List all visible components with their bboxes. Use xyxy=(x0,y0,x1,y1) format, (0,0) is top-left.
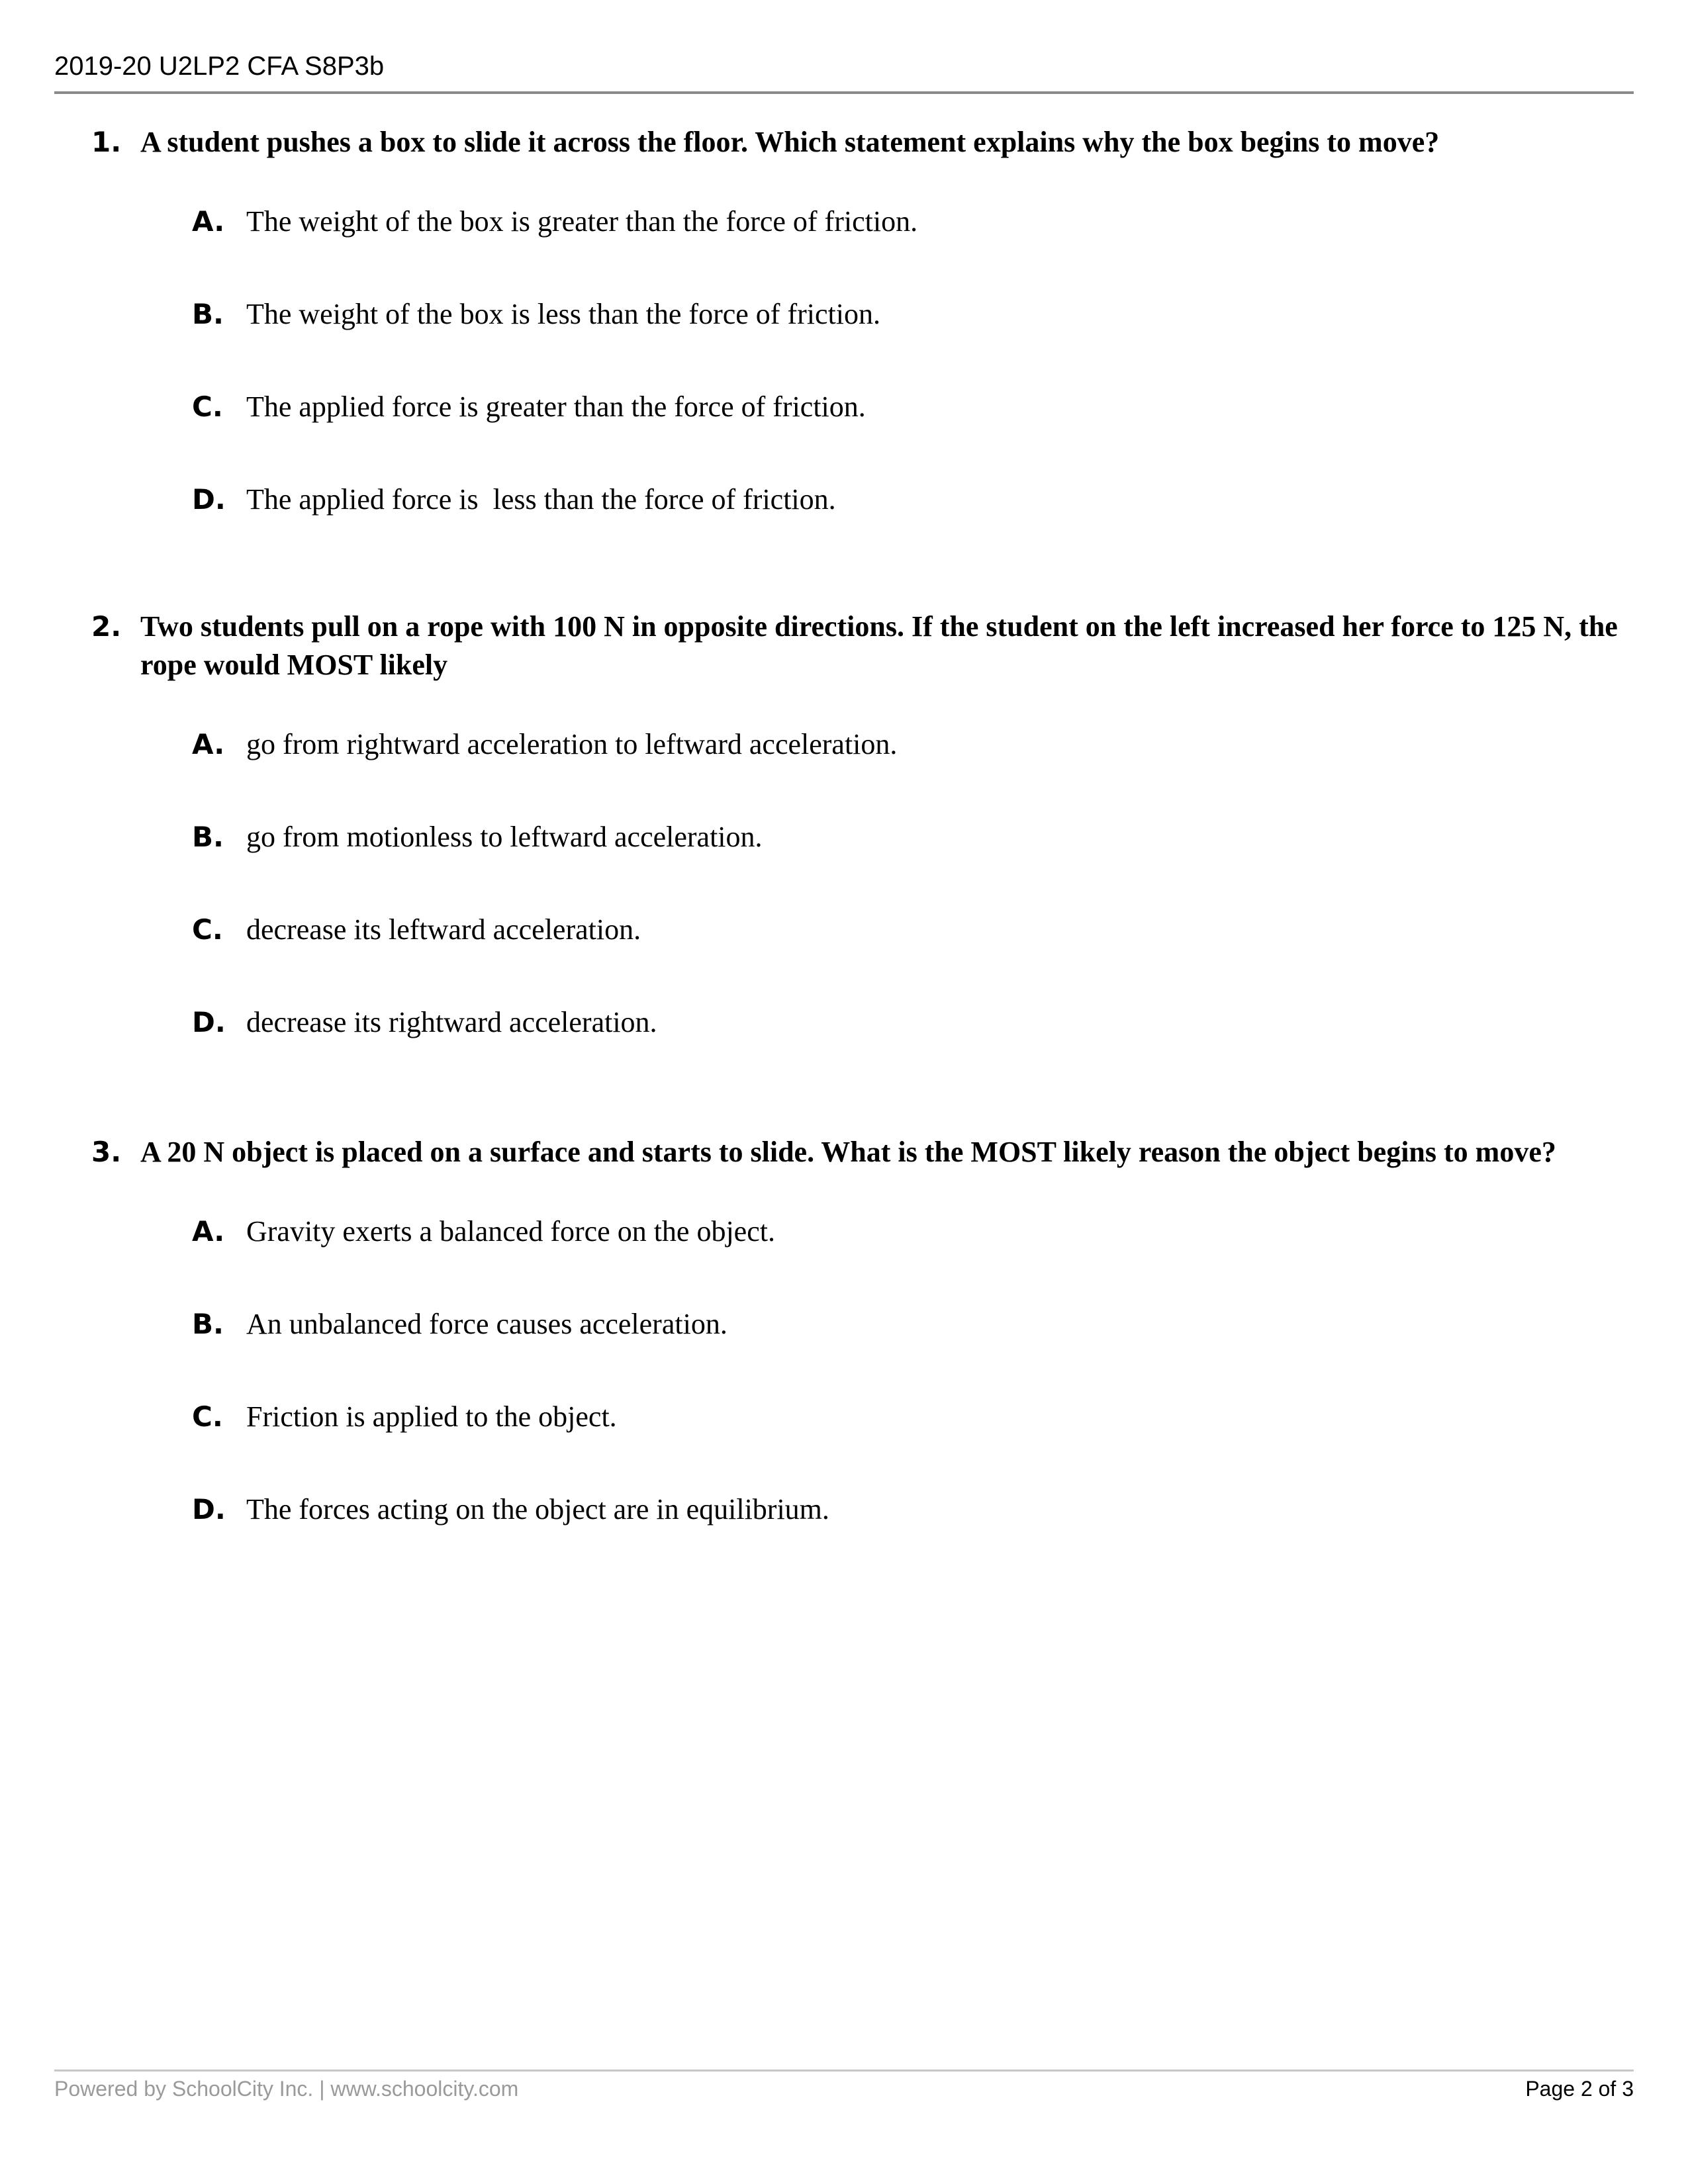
question-1 xyxy=(91,123,1634,573)
choice-letter: B. xyxy=(192,1308,224,1340)
choice-text: Friction is applied to the object. xyxy=(246,1400,617,1433)
answer-choices xyxy=(192,1212,1634,1583)
choice-letter: D. xyxy=(192,1493,226,1525)
choice-letter: A. xyxy=(192,205,225,238)
answer-choice-b[interactable] xyxy=(192,1305,1634,1398)
choice-letter: C. xyxy=(192,913,223,946)
choice-text: decrease its leftward acceleration. xyxy=(246,913,641,946)
question-text: A student pushes a box to slide it across the floor. Which statement explains why the box begins to move? xyxy=(140,126,1440,158)
answer-choices xyxy=(192,203,1634,573)
choice-text: The forces acting on the object are in equilibrium. xyxy=(246,1493,829,1525)
test-title: 2019-20 U2LP2 CFA S8P3b xyxy=(54,52,385,81)
choice-letter: D. xyxy=(192,483,226,516)
choice-text: go from motionless to leftward acceleration. xyxy=(246,821,763,853)
answer-choice-a[interactable] xyxy=(192,1212,1634,1305)
choice-letter: C. xyxy=(192,1400,223,1433)
choice-text: The weight of the box is greater than the force of friction. xyxy=(246,205,918,238)
answer-choice-d[interactable] xyxy=(192,1490,1634,1583)
choice-letter: A. xyxy=(192,728,225,760)
answer-choices xyxy=(192,725,1634,1096)
question-text: Two students pull on a rope with 100 N in opposite directions. If the student on the left increased her force to 125 N, the rope would MOST likely xyxy=(140,610,1618,681)
answer-choice-a[interactable] xyxy=(192,725,1634,818)
question-stem xyxy=(91,608,1634,684)
page-number: Page 2 of 3 xyxy=(1525,2077,1634,2101)
choice-text: Gravity exerts a balanced force on the object. xyxy=(246,1215,775,1248)
answer-choice-a[interactable] xyxy=(192,203,1634,295)
choice-text: The applied force is greater than the force of friction. xyxy=(246,390,866,423)
question-stem xyxy=(91,1133,1634,1171)
answer-choice-b[interactable] xyxy=(192,818,1634,911)
choice-letter: B. xyxy=(192,821,224,853)
question-2 xyxy=(91,608,1634,1096)
powered-by-text: Powered by SchoolCity Inc. | www.schoolcity.com xyxy=(54,2077,519,2101)
answer-choice-d[interactable] xyxy=(192,480,1634,573)
choice-text: decrease its rightward acceleration. xyxy=(246,1006,657,1038)
choice-letter: C. xyxy=(192,390,223,423)
answer-choice-c[interactable] xyxy=(192,388,1634,480)
question-number: 2. xyxy=(91,610,122,643)
choice-letter: D. xyxy=(192,1006,226,1038)
answer-choice-c[interactable] xyxy=(192,911,1634,1003)
question-text: A 20 N object is placed on a surface and starts to slide. What is the MOST likely reason the object begins to move? xyxy=(140,1136,1556,1168)
choice-text: go from rightward acceleration to leftward acceleration. xyxy=(246,728,898,760)
choice-text: The weight of the box is less than the force of friction. xyxy=(246,298,880,330)
answer-choice-b[interactable] xyxy=(192,295,1634,388)
question-number: 3. xyxy=(91,1136,122,1168)
question-number: 1. xyxy=(91,126,122,158)
page-footer xyxy=(54,2070,1634,2111)
choice-letter: A. xyxy=(192,1215,225,1248)
answer-choice-c[interactable] xyxy=(192,1398,1634,1490)
choice-text: The applied force is less than the force of friction. xyxy=(246,483,836,516)
choice-letter: B. xyxy=(192,298,224,330)
question-stem xyxy=(91,123,1634,161)
page-header xyxy=(54,46,1634,94)
answer-choice-d[interactable] xyxy=(192,1003,1634,1096)
question-3 xyxy=(91,1133,1634,1583)
choice-text: An unbalanced force causes acceleration. xyxy=(246,1308,727,1340)
